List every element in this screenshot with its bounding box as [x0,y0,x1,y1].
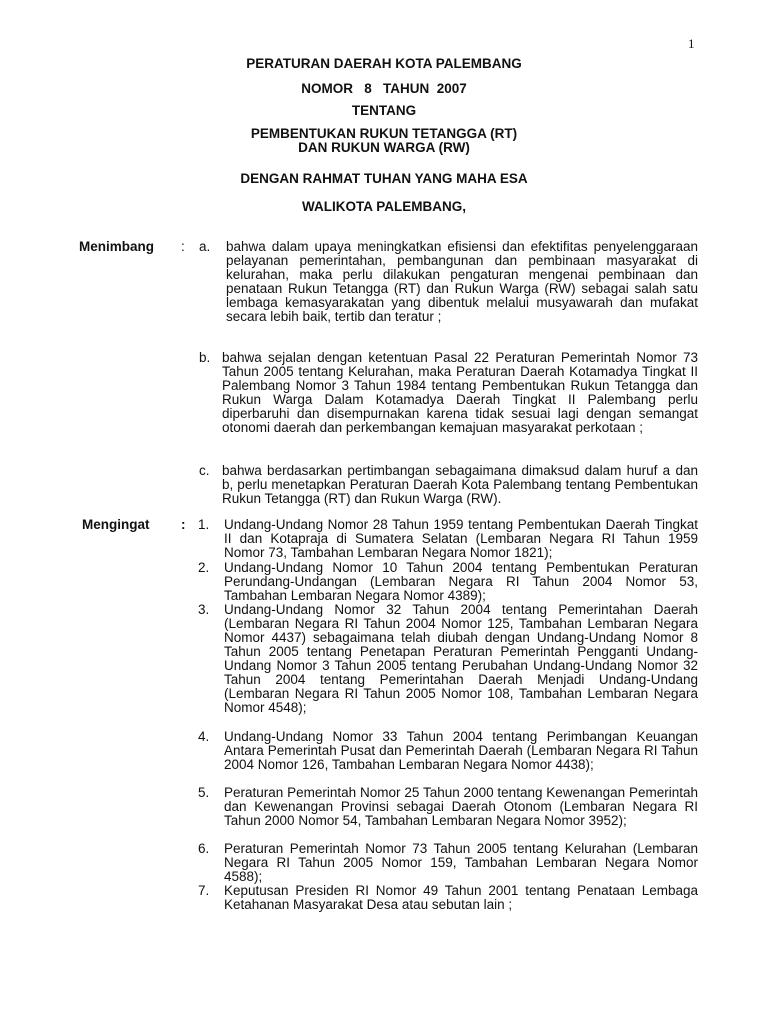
menimbang-colon: : [181,239,185,254]
menimbang-item-a-marker: a. [199,239,211,254]
mengingat-colon: : [181,517,186,532]
mengingat-item-2-text: Undang-Undang Nomor 10 Tahun 2004 tentang Pembentukan Peraturan Perundang-Undangan (Lembaran Negara RI Tahun 2004 Nomor 53, Tambahan Lembaran Negara Nomor 4389); [224,560,698,603]
menimbang-item-c-marker: c. [199,463,210,478]
title-regulation: PERATURAN DAERAH KOTA PALEMBANG [246,56,522,71]
menimbang-label: Menimbang [79,239,155,254]
title-number-year: NOMOR 8 TAHUN 2007 [301,81,467,96]
mengingat-item-6-marker: 6. [198,841,210,856]
mengingat-item-4-text: Undang-Undang Nomor 33 Tahun 2004 tentang Perimbangan Keuangan Antara Pemerintah Pusat dan Pemerintah Daerah (Lembaran Negara RI Tahun 2004 Nomor 126, Tambahan Lembaran Negara Nomor 4438); [224,729,698,772]
page-number: 1 [688,36,695,51]
title-invocation: DENGAN RAHMAT TUHAN YANG MAHA ESA [240,171,528,186]
title-mayor: WALIKOTA PALEMBANG, [302,199,466,214]
mengingat-label: Mengingat [82,517,150,532]
title-subject-line1: PEMBENTUKAN RUKUN TETANGGA (RT) [250,126,518,141]
mengingat-item-5-text: Peraturan Pemerintah Nomor 25 Tahun 2000 tentang Kewenangan Pemerintah dan Kewenangan Provinsi sebagai Daerah Otonom (Lembaran Negara RI Tahun 2000 Nomor 54, Tambahan Lembaran Negara Nomor 3952); [224,785,698,828]
mengingat-item-3-marker: 3. [198,602,210,617]
mengingat-item-6-text: Peraturan Pemerintah Nomor 73 Tahun 2005 tentang Kelurahan (Lembaran Negara RI Tahun 2005 Nomor 159, Tambahan Lembaran Negara Nomor 4588); [224,841,698,884]
title-tentang: TENTANG [351,103,417,118]
menimbang-item-b-text: bahwa sejalan dengan ketentuan Pasal 22 Peraturan Pemerintah Nomor 73 Tahun 2005 tentang Kelurahan, maka Peraturan Daerah Kotamadya Tingkat II Palembang Nomor 3 Tahun 1984 tentang Pembentukan Rukun Tetangga dan Rukun Warga Dalam Kotamadya Daerah Tingkat II Palembang perlu diperbaruhi dan disempurnakan karena tidak sesuai lagi dengan semangat otonomi daerah dan perkembangan kemajuan masyarakat perkotaan ; [222,350,698,435]
mengingat-item-1-marker: 1. [198,517,210,532]
mengingat-item-7-marker: 7. [198,883,210,898]
mengingat-item-2-marker: 2. [198,560,210,575]
menimbang-item-c-text: bahwa berdasarkan pertimbangan sebagaimana dimaksud dalam huruf a dan b, perlu menetapkan Peraturan Daerah Kota Palembang tentang Pembentukan Rukun Tetangga (RT) dan Rukun Warga (RW). [222,463,698,506]
title-subject-line2: DAN RUKUN WARGA (RW) [298,140,470,155]
menimbang-item-a-text: bahwa dalam upaya meningkatkan efisiensi dan efektifitas penyelenggaraan pelayanan pemerintahan, pembangunan dan pembinaan masyarakat di kelurahan, maka perlu dilakukan pengaturan mengenai pembinaan dan penataan Rukun Tetangga (RT) dan Rukun Warga (RW) sebagai salah satu lembaga kemasyarakatan yang dibentuk melalui musyawarah dan mufakat secara lebih baik, tertib dan teratur ; [226,239,698,324]
menimbang-item-b-marker: b. [199,350,211,365]
mengingat-item-4-marker: 4. [198,729,210,744]
mengingat-item-1-text: Undang-Undang Nomor 28 Tahun 1959 tentang Pembentukan Daerah Tingkat II dan Kotapraja di Sumatera Selatan (Lembaran Negara RI Tahun 1959 Nomor 73, Tambahan Lembaran Negara Nomor 1821); [224,517,698,560]
mengingat-item-5-marker: 5. [198,785,210,800]
mengingat-item-3-text: Undang-Undang Nomor 32 Tahun 2004 tentang Pemerintahan Daerah (Lembaran Negara RI Tahun 2004 Nomor 125, Tambahan Lembaran Negara Nomor 4437) sebagaimana telah diubah dengan Undang-Undang Nomor 8 Tahun 2005 tentang Penetapan Peraturan Pemerintah Pengganti Undang-Undang Nomor 3 Tahun 2005 tentang Perubahan Undang-Undang Nomor 32 Tahun 2004 tentang Pemerintahan Daerah Menjadi Undang-Undang (Lembaran Negara RI Tahun 2005 Nomor 108, Tambahan Lembaran Negara Nomor 4548); [224,602,698,715]
mengingat-item-7-text: Keputusan Presiden RI Nomor 49 Tahun 2001 tentang Penataan Lembaga Ketahanan Masyarakat Desa atau sebutan lain ; [224,883,698,912]
